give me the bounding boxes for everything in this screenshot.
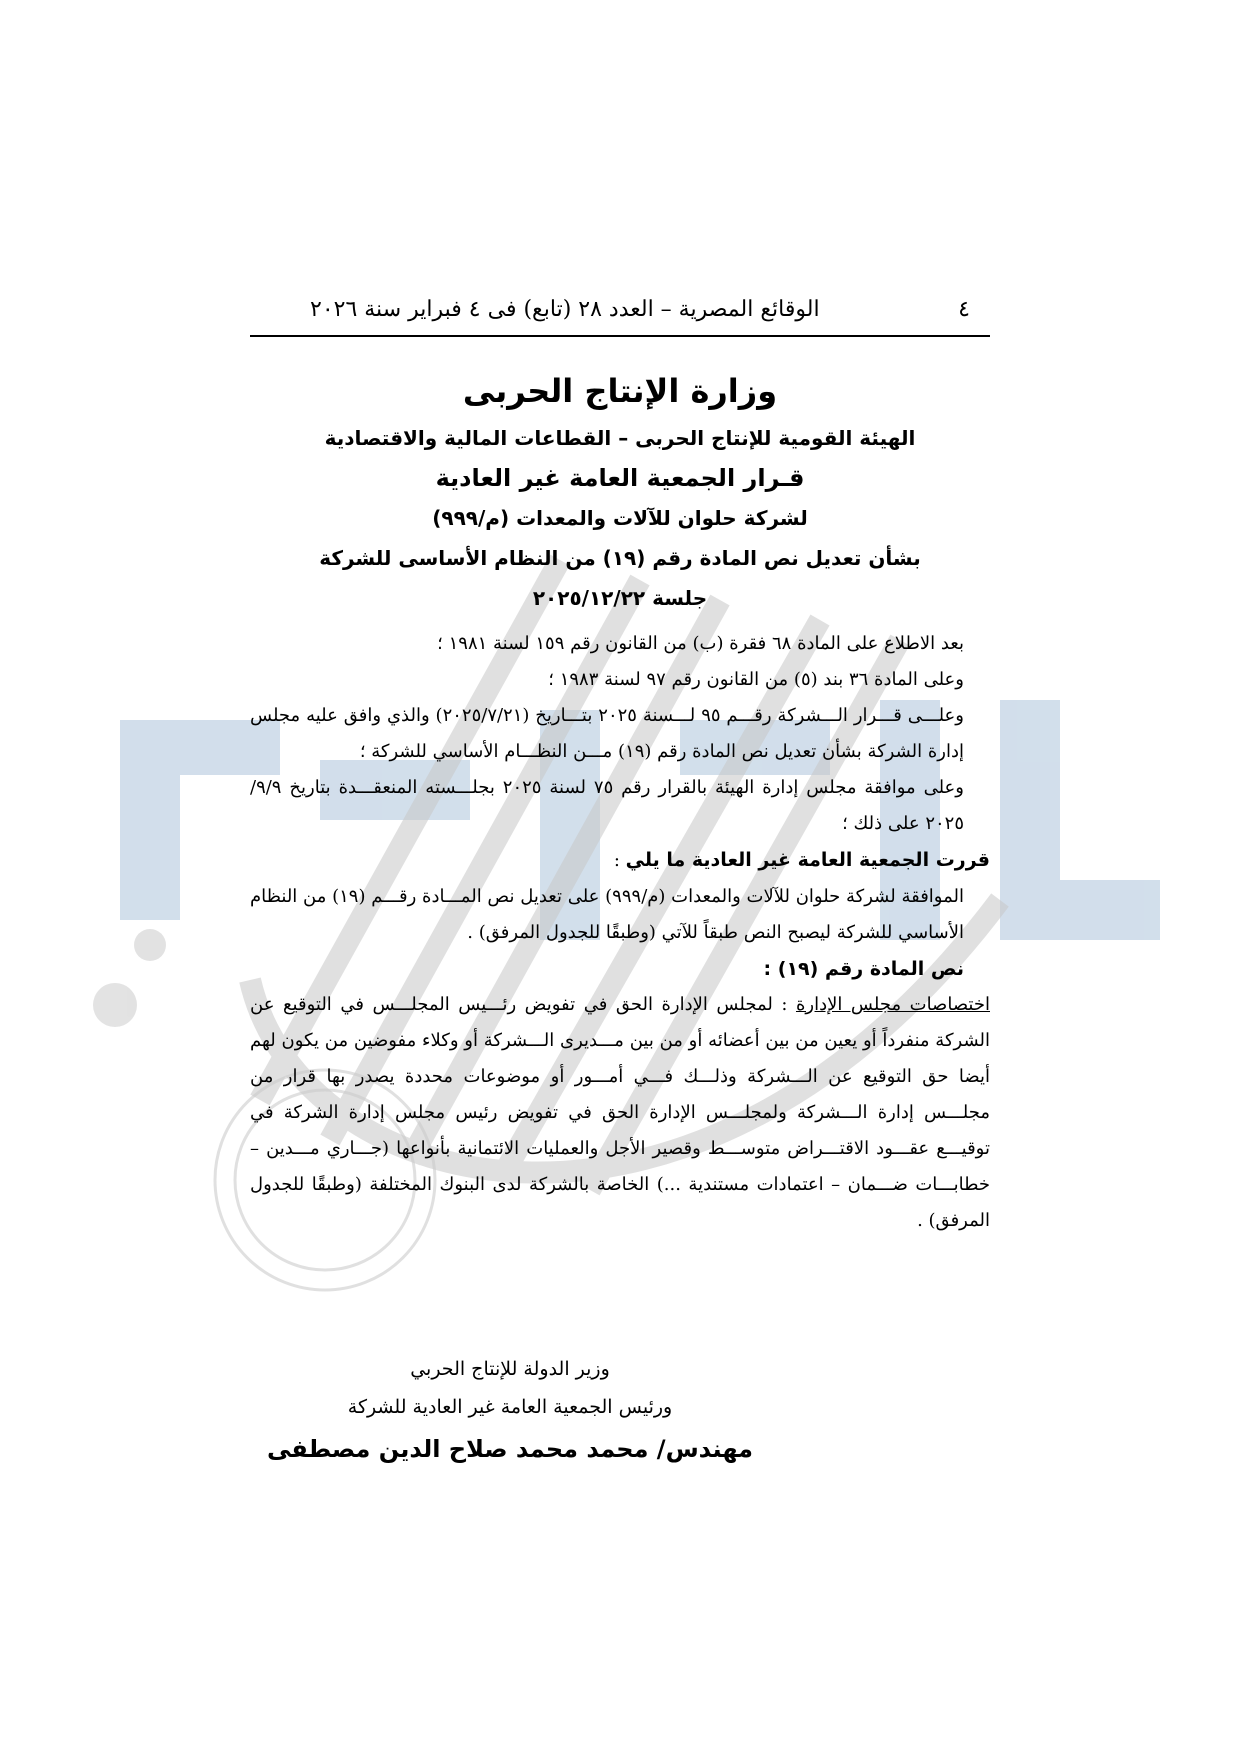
article-label: اختصاصات مجلس الإدارة <box>795 994 990 1015</box>
running-title: الوقائع المصرية – العدد ٢٨ (تابع) فى ٤ فبراير سنة ٢٠٢٦ <box>310 296 820 322</box>
resolution-text: الموافقة لشركة حلوان للآلات والمعدات (م/٩٩٩) على تعديل نص المـــادة رقـــم (١٩) من النظام الأساسي للشركة ليصبح النص طبقاً للآتي (وطبقًا للجدول المرفق) . <box>250 886 964 943</box>
resolution-colon: : <box>613 850 626 871</box>
signer-title-1: وزير الدولة للإنتاج الحربي <box>410 1358 610 1380</box>
document-page <box>250 0 990 1755</box>
article-text: : لمجلس الإدارة الحق في تفويض رئـــيس المجلـــس في التوقيع عن الشركة منفرداً أو يعين من بين أعضائه أو من بين مـــديرى الـــشركة أو وكلاء مفوضين من يكون لهم أيضا حق التوقيع عن الـــشركة وذلـــك فـــي أمـــور أو موضوعات محددة يصدر بها قرار من مجلـــس إدارة الـــشركة ولمجلـــس الإدارة الحق في تفويض رئيس مجلس إدارة الشركة في توقيـــع عقـــود الاقتـــراض متوســـط وقصير الأجل والعمليات الائتمانية بأنواعها (جـــاري مـــدين – خطابـــات ضـــمان – اعتمادات مستندية ...) الخاصة بالشركة لدى البنوك المختلفة (وطبقًا للجدول المرفق) . <box>250 994 990 1231</box>
resolution-heading <box>250 842 990 879</box>
company-line: لشركة حلوان للآلات والمعدات (م/٩٩٩) <box>432 506 808 530</box>
signer-title-2: ورئيس الجمعية العامة غير العادية للشركة <box>347 1396 673 1418</box>
page-header <box>250 285 990 333</box>
header-divider <box>250 335 990 337</box>
recital-2: وعلى المادة ٣٦ بند (٥) من القانون رقم ٩٧ لسنة ١٩٨٣ ؛ <box>548 669 964 690</box>
resolution-heading-text: قررت الجمعية العامة غير العادية ما يلي <box>625 849 990 871</box>
recital-4: وعلى موافقة مجلس إدارة الهيئة بالقرار رقم ٧٥ لسنة ٢٠٢٥ بجلـــسته المنعقـــدة بتاريخ ٩/٩/ ٢٠٢٥ على ذلك ؛ <box>250 777 964 834</box>
decision-title: قـرار الجمعية العامة غير العادية <box>435 464 805 492</box>
document-body <box>250 626 990 1239</box>
subject-line: بشأن تعديل نص المادة رقم (١٩) من النظام الأساسى للشركة <box>319 546 921 570</box>
authority-line: الهيئة القومية للإنتاج الحربى – القطاعات المالية والاقتصادية <box>324 426 916 450</box>
article-paragraph <box>250 987 990 1239</box>
page-number: ٤ <box>958 296 970 322</box>
recital-3: وعلـــى قـــرار الـــشركة رقـــم ٩٥ لـــسنة ٢٠٢٥ بتـــاريخ (٢٠٢٥/٧/٢١) والذي وافق عليه مجلس إدارة الشركة بشأن تعديل نص المادة رقم (١٩) مـــن النظـــام الأساسي للشركة ؛ <box>250 705 964 762</box>
article-heading: نص المادة رقم (١٩) : <box>763 958 964 980</box>
session-date: جلسة ٢٠٢٥/١٢/٢٢ <box>532 586 708 610</box>
recital-1: بعد الاطلاع على المادة ٦٨ فقرة (ب) من القانون رقم ١٥٩ لسنة ١٩٨١ ؛ <box>437 633 964 654</box>
ministry-title: وزارة الإنتاج الحربى <box>462 372 778 410</box>
signature-block <box>250 1350 770 1468</box>
signer-name: مهندس/ محمد محمد صلاح الدين مصطفى <box>266 1435 754 1463</box>
